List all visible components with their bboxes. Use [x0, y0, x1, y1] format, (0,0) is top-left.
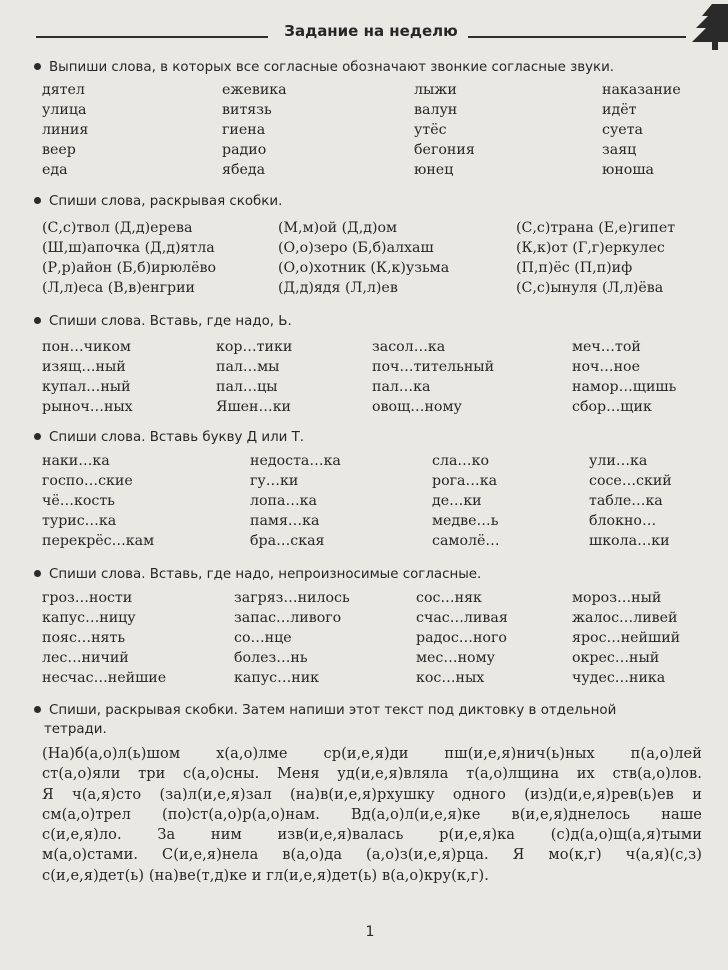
word: купал…ный: [42, 379, 131, 395]
word: недоста…ка: [250, 453, 341, 469]
word: овощ…ному: [372, 399, 462, 415]
fir-tree-icon: [682, 2, 728, 50]
word: бегония: [414, 142, 475, 158]
word: жалос…ливей: [572, 610, 678, 626]
word: лес…ничий: [42, 650, 129, 666]
dictation-line: с(и,е,я)дет(ь) (на)ве(т,д)ке и гл(и,е,я)дет(ь) в(а,о)кру(к,г).: [42, 867, 489, 884]
header-rule-right: [468, 36, 686, 38]
word: поч…тительный: [372, 359, 495, 375]
phrase: (С,с)трана (Е,е)гипет: [516, 220, 676, 236]
word: изящ…ный: [42, 359, 126, 375]
word: бра…ская: [250, 533, 325, 549]
word-grid: [32, 218, 702, 298]
word: пон…чиком: [42, 339, 131, 355]
word: мороз…ный: [572, 590, 662, 606]
word: кор…тики: [216, 339, 293, 355]
word: кос…ных: [416, 670, 485, 686]
word-grid: [32, 80, 702, 180]
task-title: Спиши слова. Вставь букву Д или Т.: [49, 430, 305, 445]
word: памя…ка: [250, 513, 320, 529]
word: окрес…ный: [572, 650, 660, 666]
word: витязь: [222, 102, 272, 118]
word: наказание: [602, 82, 681, 98]
bullet-icon: [34, 433, 41, 440]
word: чудес…ника: [572, 670, 666, 686]
word: лопа…ка: [250, 493, 317, 509]
word: веер: [42, 142, 76, 158]
word: медве…ь: [432, 513, 499, 529]
phrase: (Л,л)еса (В,в)енгрии: [42, 280, 196, 296]
word: засол…ка: [372, 339, 446, 355]
word: ули…ка: [589, 453, 648, 469]
word: ноч…ное: [572, 359, 640, 375]
word: сбор…щик: [572, 399, 652, 415]
dictation-line: ст(а,о)яли три с(а,о)сны. Меня уд(и,е,я)вляла т(а,о)лщина их ств(а,о)лов.: [42, 766, 702, 783]
page-number: 1: [365, 924, 375, 940]
task-title: Спиши, раскрывая скобки. Затем напиши этот текст под диктовку в отдельной: [49, 703, 617, 718]
word: капус…ник: [234, 670, 320, 686]
task-title: Спиши слова. Вставь, где надо, непроизносимые согласные.: [49, 567, 482, 582]
task-title-continued: тетради.: [44, 722, 107, 737]
word: наки…ка: [42, 453, 110, 469]
word: пал…ка: [372, 379, 431, 395]
word: турис…ка: [42, 513, 117, 529]
bullet-icon: [34, 706, 41, 713]
dictation-line: Я ч(а,я)сто (за)л(и,е,я)зал (на)в(и,е,я)рхушку одного (из)д(и,е,я)рев(ь)ев и: [42, 786, 702, 803]
task-title: Спиши слова. Вставь, где надо, Ь.: [49, 314, 292, 329]
word: линия: [42, 122, 89, 138]
bullet-icon: [34, 63, 41, 70]
page-header: [36, 22, 686, 46]
word: школа…ки: [589, 533, 670, 549]
dictation-line: см(а,о)трел (по)ст(а,о)р(а,о)нам. Вд(а,о)л(и,е,я)ке в(и,е,я)днелось наше: [42, 806, 702, 823]
dictation-line: (На)б(а,о)л(ь)шом х(а,о)лме ср(и,е,я)ди пш(и,е,я)нич(ь)ных п(а,о)лей: [42, 746, 702, 762]
dictation-line: м(а,о)стами. С(и,е,я)нела в(а,о)да (а,о)з(и,е,я)рца. Я мо(к,г) ч(а,я)(с,з): [42, 847, 702, 864]
word: пал…мы: [216, 359, 280, 375]
word: намор…щишь: [572, 379, 677, 395]
phrase: (П,п)ёс (П,п)иф: [516, 260, 633, 276]
phrase: (Р,р)айон (Б,б)ирюлёво: [42, 260, 217, 276]
word: ябеда: [222, 162, 266, 178]
word: запас…ливого: [234, 610, 342, 626]
word: мес…ному: [416, 650, 495, 666]
word: валун: [414, 102, 458, 118]
word: сла…ко: [432, 453, 490, 469]
header-rule-left: [36, 36, 268, 38]
word: ежевика: [222, 82, 287, 98]
word: госпо…ские: [42, 473, 133, 489]
word: гиена: [222, 122, 266, 138]
word: загряз…нилось: [234, 590, 350, 606]
bullet-icon: [34, 570, 41, 577]
phrase: (Ш,ш)апочка (Д,д)ятла: [42, 240, 215, 256]
word: де…ки: [432, 493, 482, 509]
dictation-text: [32, 744, 702, 886]
word: радио: [222, 142, 267, 158]
word: ярос…нейший: [572, 630, 681, 646]
phrase: (К,к)от (Г,г)еркулес: [516, 240, 665, 256]
task-title: Выпиши слова, в которых все согласные обозначают звонкие согласные звуки.: [49, 60, 615, 75]
word: сосе…ский: [589, 473, 672, 489]
phrase: (Д,д)ядя (Л,л)ев: [278, 280, 398, 296]
bullet-icon: [34, 197, 41, 204]
word: сос…няк: [416, 590, 482, 606]
word-grid: [32, 588, 702, 688]
word: суета: [602, 122, 643, 138]
word: блокно…: [589, 513, 657, 529]
dictation-line: с(и,е,я)ло. За ним изв(и,е,я)валась р(и,е,я)ка (с)д(а,о)щ(а,я)тыми: [42, 827, 702, 844]
task-d-or-t: [32, 428, 702, 551]
phrase: (С,с)твол (Д,д)ерева: [42, 220, 193, 236]
task-soft-sign: [32, 312, 702, 417]
task-voiced-consonants: [32, 58, 702, 180]
word: пояс…нять: [42, 630, 126, 646]
word: самолё…: [432, 533, 500, 549]
word: рыноч…ных: [42, 399, 133, 415]
word: юнец: [414, 162, 454, 178]
word: капус…ницу: [42, 610, 136, 626]
word: Яшен…ки: [216, 399, 292, 415]
phrase: (О,о)зеро (Б,б)алхаш: [278, 240, 434, 256]
word: еда: [42, 162, 68, 178]
word: лыжи: [414, 82, 457, 98]
word: табле…ка: [589, 493, 663, 509]
word: пал…цы: [216, 379, 278, 395]
word: перекрёс…кам: [42, 533, 155, 549]
task-silent-consonants: [32, 565, 702, 688]
word: радос…ного: [416, 630, 507, 646]
word: утёс: [414, 122, 447, 138]
page-title: Задание на неделю: [284, 22, 458, 40]
word: чё…кость: [42, 493, 115, 509]
task-dictation: [32, 701, 702, 886]
word: улица: [42, 102, 87, 118]
word: гу…ки: [250, 473, 299, 489]
word: болез…нь: [234, 650, 308, 666]
bullet-icon: [34, 317, 41, 324]
task-open-brackets: [32, 192, 702, 298]
word: несчас…нейшие: [42, 670, 167, 686]
word: идёт: [602, 102, 637, 118]
word: меч…той: [572, 339, 641, 355]
word: гроз…ности: [42, 590, 133, 606]
word-grid: [32, 451, 702, 551]
phrase: (С,с)ынуля (Л,л)ёва: [516, 280, 664, 296]
phrase: (О,о)хотник (К,к)узьма: [278, 260, 450, 276]
word: счас…ливая: [416, 610, 508, 626]
task-title: Спиши слова, раскрывая скобки.: [49, 194, 283, 209]
word: дятел: [42, 82, 85, 98]
word: юноша: [602, 162, 654, 178]
word: со…нце: [234, 630, 292, 646]
word-grid: [32, 337, 702, 417]
phrase: (М,м)ой (Д,д)ом: [278, 220, 398, 236]
word: рога…ка: [432, 473, 498, 489]
word: заяц: [602, 142, 637, 158]
